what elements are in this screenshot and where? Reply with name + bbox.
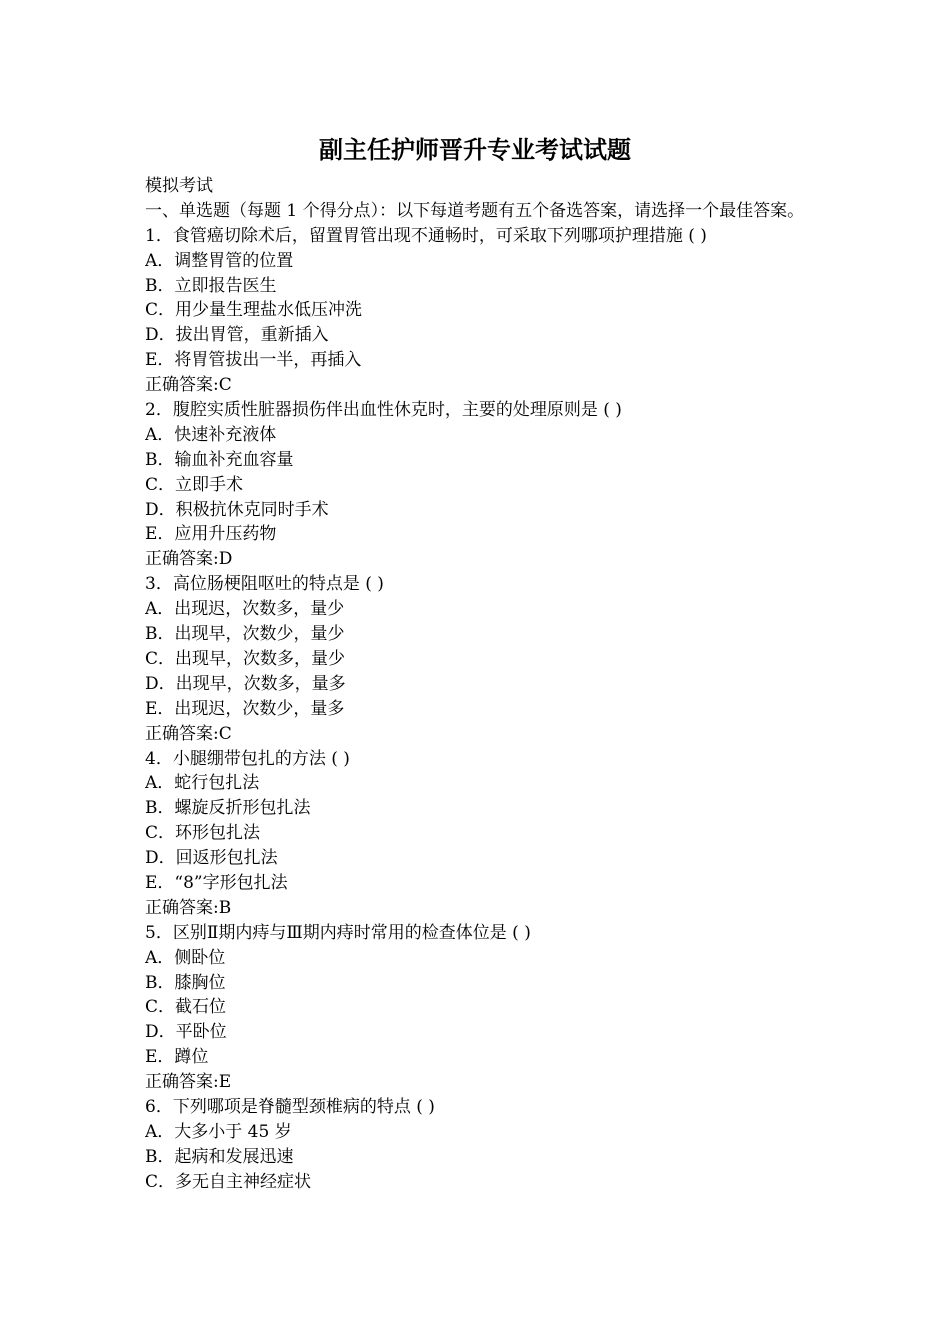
q5-answer: 正确答案:E <box>145 1072 232 1093</box>
q2-answer: 正确答案:D <box>145 549 233 570</box>
q3-option-c: C．出现早，次数多，量少 <box>145 648 346 669</box>
q1-option-b: B．立即报告医生 <box>145 275 277 296</box>
document-title: 副主任护师晋升专业考试试题 <box>319 136 631 164</box>
q6-stem: 6．下列哪项是脊髓型颈椎病的特点 ( ) <box>145 1096 435 1117</box>
subtitle: 模拟考试 <box>145 176 213 196</box>
q5-option-a: A．侧卧位 <box>145 947 226 968</box>
q3-option-e: E．出现迟，次数少，量多 <box>145 698 345 719</box>
q6-option-b: B．起病和发展迅速 <box>145 1146 294 1167</box>
q6-option-a: A．大多小于 45 岁 <box>145 1121 292 1142</box>
q3-option-d: D．出现早，次数多，量多 <box>145 673 346 694</box>
document-body <box>145 174 825 1195</box>
q4-option-d: D．回返形包扎法 <box>145 848 278 869</box>
q1-option-e: E．将胃管拔出一半，再插入 <box>145 350 362 371</box>
q2-option-d: D．积极抗休克同时手术 <box>145 499 329 520</box>
q4-option-e: E．“8”字形包扎法 <box>145 872 288 893</box>
q4-option-b: B．螺旋反折形包扎法 <box>145 798 311 819</box>
q6-option-c: C．多无自主神经症状 <box>145 1171 312 1192</box>
q2-stem: 2．腹腔实质性脏器损伤伴出血性休克时，主要的处理原则是 ( ) <box>145 400 622 421</box>
q3-option-b: B．出现早，次数少，量少 <box>145 624 345 645</box>
q1-answer: 正确答案:C <box>145 375 232 396</box>
q3-stem: 3．高位肠梗阻呕吐的特点是 ( ) <box>145 574 384 595</box>
q5-option-e: E．蹲位 <box>145 1047 209 1068</box>
q5-option-c: C．截石位 <box>145 997 227 1018</box>
q1-stem: 1．食管癌切除术后，留置胃管出现不通畅时，可采取下列哪项护理措施 ( ) <box>145 225 707 246</box>
q4-option-c: C．环形包扎法 <box>145 823 261 844</box>
q1-option-c: C．用少量生理盐水低压冲洗 <box>145 300 363 321</box>
q2-option-e: E．应用升压药物 <box>145 524 277 545</box>
q5-option-d: D．平卧位 <box>145 1022 227 1043</box>
q5-option-b: B．膝胸位 <box>145 972 226 993</box>
q2-option-a: A．快速补充液体 <box>145 424 277 445</box>
q4-answer: 正确答案:B <box>145 897 232 918</box>
q3-answer: 正确答案:C <box>145 723 232 744</box>
section-header: 一、单选题（每题 1 个得分点）：以下每道考题有五个备选答案，请选择一个最佳答案。 <box>145 200 805 221</box>
q2-option-b: B．输血补充血容量 <box>145 449 294 470</box>
q4-option-a: A．蛇行包扎法 <box>145 773 260 794</box>
q3-option-a: A．出现迟，次数多，量少 <box>145 599 345 620</box>
q5-stem: 5．区别Ⅱ期内痔与Ⅲ期内痔时常用的检查体位是 ( ) <box>145 922 531 943</box>
q2-option-c: C．立即手术 <box>145 474 244 495</box>
q4-stem: 4．小腿绷带包扎的方法 ( ) <box>145 748 350 769</box>
q1-option-d: D．拔出胃管，重新插入 <box>145 325 329 346</box>
q1-option-a: A．调整胃管的位置 <box>145 250 294 271</box>
